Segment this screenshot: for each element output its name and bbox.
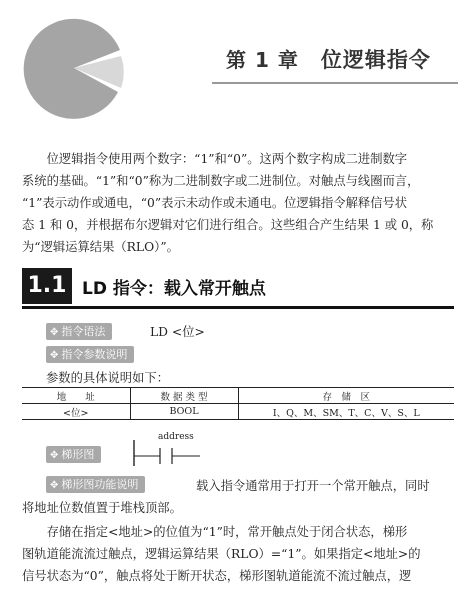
- syntax-text: LD <位>: [150, 325, 205, 339]
- syntax-tag: [46, 323, 112, 340]
- table-row: [22, 404, 454, 420]
- chapter-name: 位逻辑指令: [320, 48, 431, 72]
- bullet-icon: ✥: [50, 480, 59, 491]
- section-title: LD 指令：载入常开触点: [82, 279, 266, 299]
- params-intro: 参数的具体说明如下：: [46, 371, 169, 385]
- body-paragraph: [22, 521, 452, 587]
- ladder-function-text: 载入指令通常用于打开一个常开触点，同时: [196, 479, 430, 493]
- ladder-tag: [46, 446, 101, 463]
- chapter-rule: [212, 82, 458, 84]
- params-table: [22, 387, 454, 420]
- table-cell: BOOL: [130, 404, 238, 420]
- column-header: 数 据 类 型: [130, 388, 238, 404]
- ladder-tag-label: 梯形图: [61, 448, 95, 461]
- column-header: 地 址: [22, 388, 130, 404]
- normally-open-contact-icon: [132, 432, 202, 466]
- bullet-icon: ✥: [50, 327, 59, 338]
- table-cell: I、Q、M、SM、T、C、V、S、L: [272, 407, 420, 419]
- intro-line: “1”表示动作或通电，“0”表示未动作或未通电。位逻辑指令解释信号状: [22, 196, 408, 210]
- chapter-heading: [226, 44, 431, 74]
- table-cell: <位>: [22, 404, 130, 420]
- params-tag-label: 指令参数说明: [61, 348, 128, 361]
- column-header: 存 储 区: [322, 391, 370, 403]
- section-heading: [22, 268, 454, 309]
- intro-line: 态 1 和 0，并根据布尔逻辑对它们进行组合。这些组合产生结果 1 或 0，称: [22, 218, 434, 232]
- intro-line: 为“逻辑运算结果（RLO）”。: [22, 240, 179, 254]
- body-line: 图轨道能流流过触点，逻辑运算结果（RLO）=“1”。如果指定<地址>的: [22, 547, 421, 561]
- chapter-number: 第 1 章: [226, 48, 299, 72]
- table-header-row: [22, 388, 454, 404]
- params-tag: [46, 346, 134, 363]
- syntax-tag-label: 指令语法: [61, 325, 106, 338]
- bullet-icon: ✥: [50, 450, 59, 461]
- ladder-function-tag-label: 梯形图功能说明: [61, 478, 139, 491]
- bullet-icon: ✥: [50, 350, 59, 361]
- ladder-function-tag: [46, 476, 145, 493]
- intro-paragraph: [22, 148, 452, 258]
- intro-line: 系统的基础。“1”和“0”称为二进制数字或二进制位。对触点与线圈而言，: [22, 174, 420, 188]
- chapter-pie-graphic: [18, 12, 130, 124]
- body-line: 存储在指定<地址>的位值为“1”时，常开触点处于闭合状态，梯形: [22, 525, 408, 539]
- section-number: 1.1: [22, 268, 72, 304]
- body-line: 信号状态为“0”，触点将处于断开状态，梯形图轨道能流不流过触点，逻: [22, 569, 412, 583]
- intro-line: 位逻辑指令使用两个数字：“1”和“0”。这两个数字构成二进制数字: [22, 152, 408, 166]
- ladder-function-text-cont: 将地址位数值置于堆栈顶部。: [22, 501, 182, 515]
- ladder-address-label: address: [158, 432, 194, 442]
